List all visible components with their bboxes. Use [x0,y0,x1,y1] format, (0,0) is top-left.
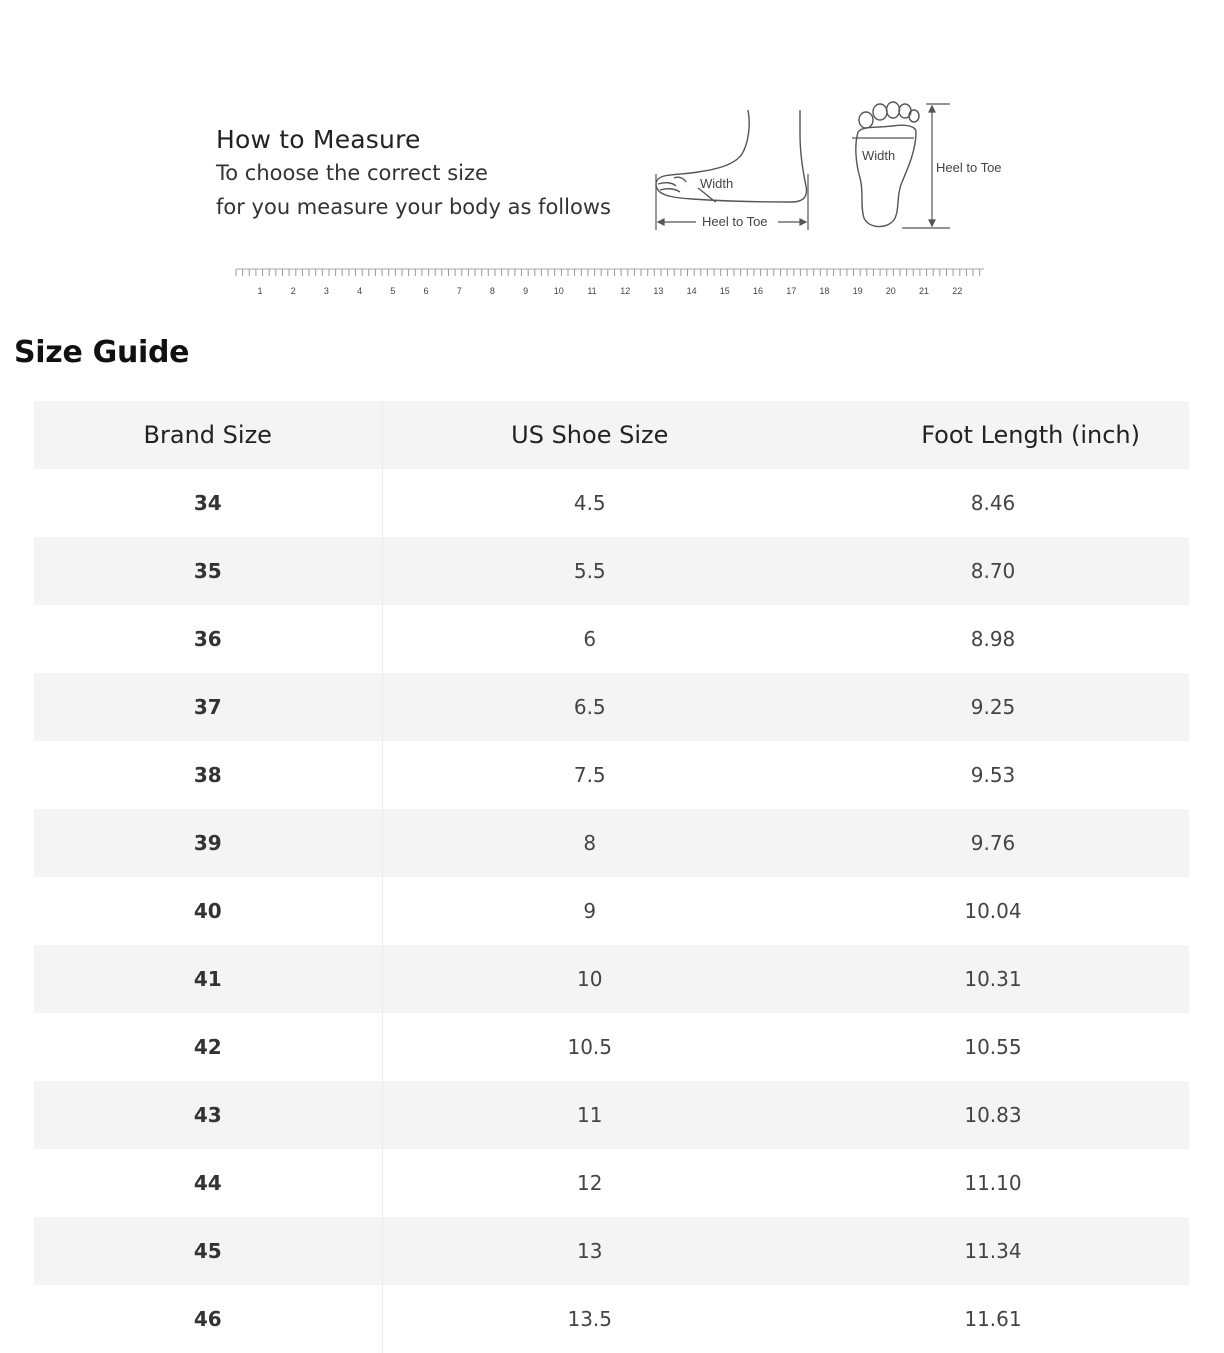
measure-instructions [216,124,626,224]
table-row [34,877,1189,945]
us-shoe-size-cell: 7.5 [573,763,606,787]
foot-length-cell: 8.46 [970,491,1016,515]
table-row [34,945,1189,1013]
ruler-number: 17 [786,286,797,296]
table-row [34,1013,1189,1081]
table-row [34,605,1189,673]
us-shoe-size-cell: 5.5 [382,537,797,605]
brand-size-cell: 41 [34,945,382,1013]
us-shoe-size-cell: 6.5 [382,673,797,741]
foot-length-cell: 8.70 [797,537,1189,605]
ruler-number: 22 [952,286,963,296]
table-row [34,673,1189,741]
size-guide-table [34,401,1190,1353]
brand-size-cell: 42 [34,1013,382,1081]
foot-length-cell: 8.98 [970,627,1016,651]
column-header-foot-length: Foot Length (inch) [797,401,1189,469]
brand-size-cell: 44 [34,1149,382,1217]
ruler-number: 20 [885,286,896,296]
brand-size-cell: 37 [34,673,382,741]
us-shoe-size-cell: 9 [583,899,597,923]
ruler-icon [232,264,992,300]
table-row [34,1081,1189,1149]
table-row [34,1217,1189,1285]
measure-title: How to Measure [216,125,421,154]
us-shoe-size-cell: 13 [382,1217,797,1285]
table-row [34,537,1189,605]
table-row [34,469,1189,537]
measure-line-1: To choose the correct size [216,161,488,185]
ruler-number: 12 [620,286,631,296]
side-length-label: Heel to Toe [702,214,768,229]
foot-length-cell: 9.53 [970,763,1016,787]
ruler-number: 21 [918,286,930,296]
us-shoe-size-cell: 4.5 [573,491,606,515]
foot-length-cell: 10.04 [964,899,1022,923]
measure-line-2: for you measure your body as follows [216,195,611,219]
foot-side-view-icon [650,104,820,236]
foot-length-cell: 9.76 [797,809,1189,877]
foot-length-cell: 9.25 [797,673,1189,741]
us-shoe-size-cell: 10.5 [567,1035,613,1059]
column-header-brand-size: Brand Size [34,401,382,469]
ruler-number: 15 [719,286,730,296]
us-shoe-size-cell: 6 [583,627,597,651]
us-shoe-size-cell: 13.5 [567,1307,613,1331]
brand-size-cell: 40 [34,877,382,945]
column-header-us-shoe-size: US Shoe Size [382,401,797,469]
ruler-number: 9 [523,286,529,296]
brand-size-cell: 39 [34,809,382,877]
ruler-number: 2 [290,286,296,296]
ruler-number: 5 [390,286,396,296]
side-width-label: Width [700,176,734,191]
ruler-number: 4 [357,286,363,296]
us-shoe-size-cell: 11 [382,1081,797,1149]
ruler-number: 13 [653,286,664,296]
ruler-number: 11 [587,286,597,296]
foot-length-cell: 10.83 [797,1081,1189,1149]
size-guide-title: Size Guide [14,335,190,370]
us-shoe-size-cell: 12 [577,1171,603,1195]
brand-size-cell: 46 [34,1285,382,1353]
foot-length-cell: 10.55 [964,1035,1022,1059]
ruler-number: 10 [553,286,564,296]
table-row [34,1285,1189,1353]
how-to-measure-section [0,0,1224,310]
table-row [34,1149,1189,1217]
foot-length-cell: 11.61 [964,1307,1022,1331]
foot-length-cell: 11.10 [964,1171,1022,1195]
foot-sole-view-icon [846,98,1016,232]
ruler-number: 8 [489,286,495,296]
brand-size-cell: 45 [34,1217,382,1285]
ruler-number: 18 [819,286,830,296]
us-shoe-size-cell: 8 [382,809,797,877]
brand-size-cell: 35 [34,537,382,605]
ruler-number: 7 [456,286,462,296]
ruler-number: 14 [686,286,697,296]
brand-size-cell: 43 [34,1081,382,1149]
foot-length-cell: 10.31 [797,945,1189,1013]
ruler-number: 6 [423,286,429,296]
ruler-number: 3 [323,286,329,296]
table-row [34,741,1189,809]
ruler-number: 16 [752,286,764,296]
foot-length-cell: 11.34 [797,1217,1189,1285]
ruler-number: 19 [852,286,863,296]
sole-width-label: Width [862,148,896,163]
brand-size-cell: 36 [34,605,382,673]
us-shoe-size-cell: 10 [382,945,797,1013]
sole-length-label: Heel to Toe [936,160,1002,175]
brand-size-cell: 34 [34,469,382,537]
brand-size-cell: 38 [34,741,382,809]
ruler-number: 1 [257,286,263,296]
table-header-row [34,401,1189,469]
table-row [34,809,1189,877]
